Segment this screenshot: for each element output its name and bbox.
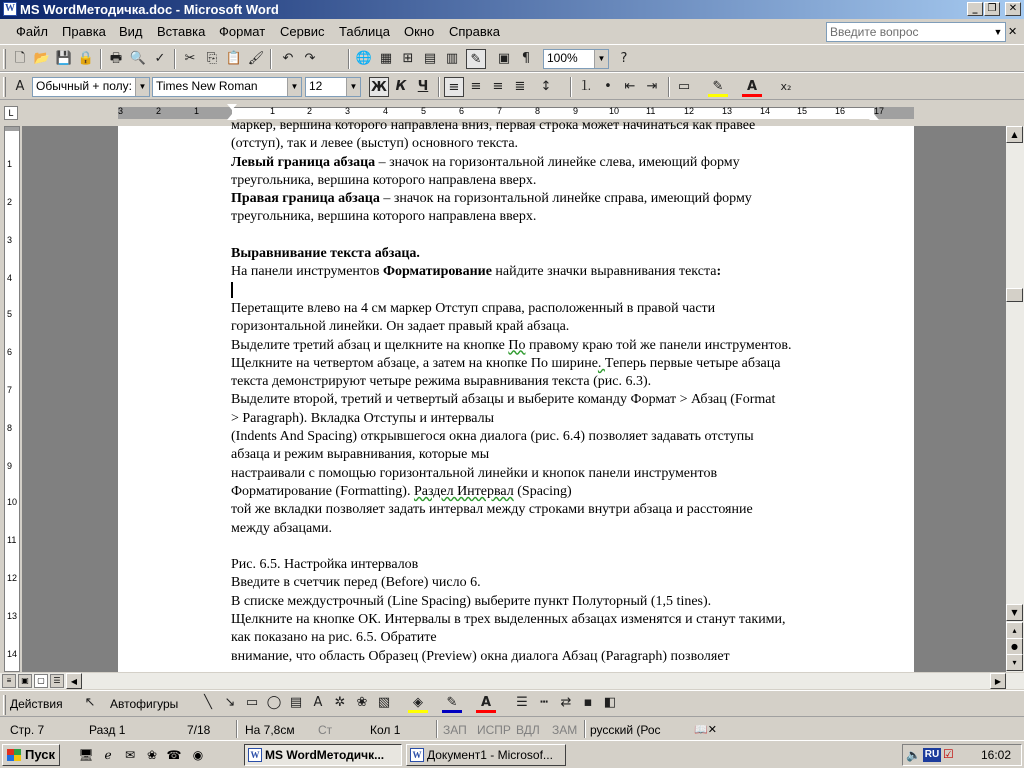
- document-line[interactable]: [231, 337, 881, 355]
- autoshapes-menu[interactable]: Автофигуры: [110, 697, 179, 711]
- chevron-down-icon[interactable]: ▼: [287, 78, 301, 96]
- document-line[interactable]: [231, 227, 881, 245]
- insert-picture-icon[interactable]: ▧: [377, 695, 391, 710]
- tab-selector-icon[interactable]: L: [4, 106, 18, 120]
- text-run: (Indents And Spacing) открывшегося окна диалога (рис. 6.4) позволяет задавать отступы: [231, 429, 754, 445]
- ruler-number: 9: [7, 461, 13, 471]
- line-icon[interactable]: ╲: [204, 695, 212, 710]
- maximize-button[interactable]: ❐: [984, 2, 1000, 16]
- status-position[interactable]: На 7,8см: [245, 723, 295, 737]
- document-page[interactable]: [118, 118, 914, 686]
- arrow-icon[interactable]: ↘: [224, 695, 236, 710]
- select-objects-icon[interactable]: ↖: [84, 695, 96, 710]
- status-column[interactable]: Кол 1: [370, 723, 401, 737]
- drawing-toolbar: [0, 690, 1024, 716]
- text-run: внимание, что область Образец (Preview) окна диалога Абзац (Paragraph) позволяет: [231, 648, 730, 664]
- tray-status-icon[interactable]: ☑: [943, 747, 954, 761]
- cut-icon[interactable]: ✂: [184, 51, 196, 66]
- word-doc-icon: W: [248, 748, 262, 762]
- ruler-number: 15: [797, 106, 808, 116]
- text-run: между абзацами.: [231, 520, 333, 536]
- ruler-number: 16: [835, 106, 846, 116]
- decrease-indent-icon[interactable]: ⇤: [624, 79, 636, 94]
- document-line[interactable]: [231, 446, 881, 464]
- scroll-right-icon[interactable]: ▶: [990, 673, 1006, 689]
- document-line[interactable]: [231, 373, 881, 391]
- text-run: Рис. 6.5. Настройка интервалов: [231, 557, 419, 573]
- draw-font-color-icon[interactable]: A: [476, 693, 496, 713]
- rectangle-icon[interactable]: ▭: [245, 695, 259, 710]
- document-line[interactable]: [231, 391, 881, 409]
- document-line[interactable]: [231, 245, 881, 263]
- save-icon[interactable]: 💾: [55, 51, 73, 66]
- status-line[interactable]: Ст: [318, 723, 333, 737]
- justify-icon[interactable]: ≣: [514, 79, 526, 94]
- vertical-ruler[interactable]: [4, 126, 20, 672]
- font-size-select[interactable]: [305, 77, 361, 97]
- web-layout-view-icon[interactable]: ▣: [18, 674, 32, 688]
- document-line[interactable]: [231, 300, 881, 318]
- document-line[interactable]: [231, 538, 881, 556]
- status-language[interactable]: русский (Рос: [590, 723, 661, 737]
- insert-table-icon[interactable]: ⊞: [402, 51, 414, 66]
- align-right-icon[interactable]: ≡: [492, 79, 504, 94]
- chevron-down-icon[interactable]: ▼: [346, 78, 360, 96]
- ruler-number: 1: [7, 159, 13, 169]
- font-value: Times New Roman: [156, 79, 258, 93]
- document-line[interactable]: [231, 648, 881, 666]
- zoom-value: 100%: [547, 51, 578, 65]
- horizontal-scrollbar[interactable]: [0, 672, 1024, 689]
- text-run: :: [716, 264, 722, 280]
- ruler-number: 3: [7, 235, 13, 245]
- text-run: > Paragraph). Вкладка Отступы и интервалы: [231, 410, 494, 426]
- text-run: На панели инструментов: [231, 264, 383, 280]
- ask-question-input[interactable]: Введите вопрос: [826, 22, 1006, 42]
- document-line[interactable]: [231, 190, 881, 208]
- text-run: Правая граница абзаца: [231, 191, 380, 207]
- toolbar-grip[interactable]: [3, 49, 6, 69]
- text-run: – значок на горизонтальной линейке справа, имеющий форму: [379, 191, 752, 207]
- scroll-thumb[interactable]: [1006, 288, 1023, 302]
- print-layout-view-icon[interactable]: ▢: [34, 674, 48, 688]
- word-app-icon[interactable]: W: [5, 3, 15, 14]
- formatting-toolbar: [0, 72, 1024, 100]
- chevron-down-icon[interactable]: ▼: [135, 78, 149, 96]
- document-line[interactable]: [231, 428, 881, 446]
- text-run: Введите в счетчик перед (Before) число 6.: [231, 575, 481, 591]
- draw-actions-menu[interactable]: Действия: [10, 697, 63, 711]
- menu-table[interactable]: Таблица: [339, 24, 390, 39]
- ruler-number: 8: [7, 423, 13, 433]
- ruler-number: 11: [646, 106, 656, 116]
- ruler-left-margin: [118, 107, 232, 119]
- oval-icon[interactable]: ◯: [266, 695, 282, 710]
- toolbar-separator: [100, 49, 102, 69]
- document-line[interactable]: [231, 355, 881, 373]
- status-pages[interactable]: 7/18: [187, 723, 211, 737]
- document-line[interactable]: [231, 410, 881, 428]
- document-line[interactable]: [231, 282, 881, 300]
- ruler-number: 13: [722, 106, 733, 116]
- show-hide-icon[interactable]: ¶: [521, 51, 531, 66]
- text-run: – значок на горизонтальной линейке слева, имеющий форму: [375, 154, 740, 170]
- status-trk[interactable]: ИСПР: [477, 723, 511, 737]
- toolbar-grip[interactable]: [3, 695, 6, 715]
- document-line[interactable]: [231, 135, 881, 153]
- line-spacing-icon[interactable]: ↕: [540, 79, 552, 94]
- text-run: .: [597, 355, 605, 371]
- zoom-select[interactable]: [543, 49, 609, 69]
- internet-explorer-icon[interactable]: ℯ: [104, 748, 112, 762]
- ruler-number: 12: [7, 573, 18, 583]
- next-page-icon[interactable]: ▾: [1006, 654, 1023, 671]
- ruler-number: 10: [609, 106, 620, 116]
- show-desktop-icon[interactable]: 🖥: [78, 748, 94, 762]
- taskbar-item-document1[interactable]: [406, 744, 566, 766]
- shadow-style-icon[interactable]: ▪: [583, 695, 593, 710]
- copy-icon[interactable]: ⎘: [206, 51, 218, 66]
- quick-launch-icon[interactable]: ❀: [146, 748, 158, 762]
- menu-view[interactable]: Вид: [119, 24, 143, 39]
- print-preview-icon[interactable]: 🔍: [129, 51, 147, 66]
- undo-icon[interactable]: ↶: [282, 51, 294, 66]
- document-line[interactable]: [231, 611, 881, 629]
- document-line[interactable]: [231, 263, 881, 281]
- toolbar-separator: [270, 49, 272, 69]
- text-run: маркер, вершина которого направлена вниз, первая строка может начинаться как правее: [231, 118, 756, 133]
- document-line[interactable]: [231, 574, 881, 592]
- text-box-icon[interactable]: ▤: [289, 695, 303, 710]
- bullets-icon[interactable]: •: [604, 79, 612, 94]
- text-run: найдите значки выравнивания текста: [491, 264, 717, 280]
- scroll-left-icon[interactable]: ◀: [66, 673, 82, 689]
- status-bar: [0, 716, 1024, 740]
- ruler-number: 6: [459, 106, 465, 116]
- ruler-number: 3: [345, 106, 351, 116]
- text-run: как показано на рис. 6.5. Обратите: [231, 630, 437, 646]
- text-run: (отступ), так и левее (выступ) основного текста.: [231, 136, 519, 152]
- status-ovr[interactable]: ЗАМ: [552, 723, 578, 737]
- document-line[interactable]: [231, 593, 881, 611]
- document-line[interactable]: [231, 520, 881, 538]
- document-line[interactable]: [231, 629, 881, 647]
- text-run: Теперь первые четыре абзаца: [604, 355, 781, 371]
- toolbar-separator: [668, 77, 670, 97]
- status-ext[interactable]: ВДЛ: [516, 723, 540, 737]
- ruler-number: 8: [535, 106, 541, 116]
- outlook-icon[interactable]: ✉: [124, 748, 136, 762]
- text-run: Левый граница абзаца: [231, 154, 376, 170]
- text-run: текста демонстрируют четыре режима выравнивания текста (рис. 6.3).: [231, 374, 652, 390]
- document-line[interactable]: [231, 208, 881, 226]
- start-button[interactable]: [2, 744, 60, 766]
- clip-art-icon[interactable]: ❀: [356, 695, 368, 710]
- ruler-top-margin: [5, 127, 19, 131]
- text-run: По: [508, 337, 526, 353]
- open-icon[interactable]: 📂: [33, 51, 51, 66]
- insert-excel-icon[interactable]: ▤: [423, 51, 437, 66]
- windows-logo-icon: [7, 749, 21, 761]
- ruler-number: 7: [7, 385, 13, 395]
- ruler-number: 5: [7, 309, 13, 319]
- bold-button[interactable]: Ж: [369, 77, 389, 97]
- minimize-button[interactable]: _: [967, 2, 983, 16]
- ruler-number: 9: [573, 106, 579, 116]
- text-run: Щелкните на четвертом абзаце, а затем на кнопке По ширине: [231, 355, 598, 371]
- text-run: той же вкладки позволяет задать интервал между строками внутри абзаца и расстояние: [231, 502, 753, 518]
- text-run: Выделите третий абзац и щелкните на кнопке: [231, 337, 509, 353]
- text-run: Щелкните на кнопке ОК. Интервалы в трех выделенных абзацах изменятся и станут такими,: [231, 612, 786, 628]
- ruler-number: 3: [118, 106, 124, 116]
- document-line[interactable]: [231, 483, 881, 501]
- text-run: Выравнивание текста абзаца.: [231, 246, 420, 262]
- drawing-icon[interactable]: ✎: [466, 49, 486, 69]
- spelling-status-icon[interactable]: 📖✕: [694, 724, 717, 736]
- dash-style-icon[interactable]: ┅: [540, 695, 548, 710]
- document-text[interactable]: [231, 117, 881, 666]
- taskbar-item-word-doc[interactable]: [244, 744, 402, 766]
- system-tray: [902, 744, 1022, 766]
- arrow-style-icon[interactable]: ⇄: [560, 695, 572, 710]
- ruler-number: 14: [760, 106, 771, 116]
- taskbar: [0, 740, 1024, 768]
- word-doc-icon: W: [410, 748, 424, 762]
- fill-color-icon[interactable]: ◈: [408, 693, 428, 713]
- text-run: Форматирование: [382, 264, 492, 280]
- align-left-icon[interactable]: ≡: [444, 77, 464, 97]
- tables-borders-icon[interactable]: ▦: [379, 51, 393, 66]
- font-size-value: 12: [309, 79, 323, 93]
- line-style-icon[interactable]: ☰: [516, 695, 528, 710]
- text-run: правому краю той же панели инструментов.: [525, 337, 792, 353]
- window-title: MS WordМетодичка.doc - Microsoft Word: [20, 2, 279, 17]
- doc-close-icon[interactable]: ✕: [1008, 25, 1018, 38]
- underline-button[interactable]: Ч: [417, 79, 429, 94]
- ruler-number: 1: [270, 106, 276, 116]
- normal-view-icon[interactable]: ≡: [2, 674, 16, 688]
- font-select[interactable]: [152, 77, 302, 97]
- text-run: (Spacing): [513, 483, 572, 499]
- ruler-number: 5: [421, 106, 427, 116]
- format-painter-icon[interactable]: 🖌: [247, 51, 265, 66]
- text-run: Форматирование (Formatting).: [231, 483, 414, 499]
- toolbar-grip[interactable]: [3, 77, 6, 97]
- subscript-icon[interactable]: x₂: [780, 80, 792, 93]
- ruler-number: 12: [684, 106, 695, 116]
- document-map-icon[interactable]: ▣: [497, 51, 511, 66]
- title-bar[interactable]: [0, 0, 1024, 19]
- toolbar-separator: [174, 49, 176, 69]
- text-run: абзаца и режим выравнивания, которые мы: [231, 447, 490, 463]
- text-run: Выделите второй, третий и четвертый абзацы и выберите команду Формат > Абзац (Format: [231, 392, 776, 408]
- vertical-scrollbar[interactable]: [1006, 126, 1024, 672]
- menu-tools[interactable]: Сервис: [280, 24, 325, 39]
- print-icon[interactable]: 🖶: [109, 51, 123, 66]
- ruler-number: 13: [7, 611, 18, 621]
- status-separator: [436, 720, 438, 738]
- italic-button[interactable]: К: [395, 79, 407, 94]
- quick-launch-icon[interactable]: ◉: [192, 748, 204, 762]
- help-icon[interactable]: ?: [620, 51, 628, 66]
- status-page[interactable]: Стр. 7: [10, 723, 45, 737]
- first-line-indent-marker[interactable]: [227, 104, 237, 110]
- style-select[interactable]: [32, 77, 150, 97]
- highlight-icon[interactable]: ✎: [708, 77, 728, 97]
- text-run: горизонтальной линейки. Он задает правый край абзаца.: [231, 319, 570, 335]
- outline-view-icon[interactable]: ☰: [50, 674, 64, 688]
- start-label: Пуск: [25, 747, 55, 762]
- ruler-number: 6: [7, 347, 13, 357]
- columns-icon[interactable]: ▥: [445, 51, 459, 66]
- ask-dropdown-icon[interactable]: ▼: [993, 27, 1003, 37]
- borders-icon[interactable]: ▭: [677, 79, 691, 94]
- diagram-icon[interactable]: ✲: [334, 695, 346, 710]
- ruler-number: 2: [307, 106, 313, 116]
- increase-indent-icon[interactable]: ⇥: [646, 79, 658, 94]
- wordart-icon[interactable]: A: [313, 695, 323, 710]
- menu-file[interactable]: Файл: [16, 24, 48, 39]
- ruler-number: 10: [7, 497, 18, 507]
- menu-help[interactable]: Справка: [449, 24, 500, 39]
- toolbar-separator: [570, 77, 572, 97]
- status-separator: [236, 720, 238, 738]
- text-run: настраивали с помощью горизонтальной линейки и кнопок панели инструментов: [231, 465, 718, 481]
- text-run: Перетащите влево на 4 см маркер Отступ справа, расположенный в правой части: [231, 300, 716, 316]
- close-button[interactable]: ✕: [1005, 2, 1021, 16]
- text-run: Раздел Интервал: [413, 483, 514, 499]
- document-line[interactable]: [231, 465, 881, 483]
- ruler-number: 2: [7, 197, 13, 207]
- language-indicator[interactable]: RU: [924, 749, 940, 760]
- styles-pane-icon[interactable]: A: [15, 79, 25, 94]
- document-line[interactable]: [231, 501, 881, 519]
- spelling-icon[interactable]: ✓: [154, 51, 166, 66]
- redo-icon[interactable]: ↷: [304, 51, 316, 66]
- ruler-number: 4: [7, 273, 13, 283]
- document-line[interactable]: [231, 318, 881, 336]
- scroll-down-icon[interactable]: ▼: [1006, 604, 1023, 621]
- ruler-number: 2: [156, 106, 162, 116]
- document-line[interactable]: [231, 556, 881, 574]
- ruler-number: 11: [7, 535, 17, 545]
- status-section[interactable]: Разд 1: [89, 723, 126, 737]
- taskbar-item-label: Документ1 - Microsof...: [427, 748, 553, 762]
- text-run: треугольника, вершина которого направлена вверх.: [231, 209, 537, 225]
- ruler-number: 1: [194, 106, 200, 116]
- document-line[interactable]: [231, 117, 881, 135]
- ruler-number: 4: [383, 106, 389, 116]
- permission-icon[interactable]: 🔒: [77, 51, 95, 66]
- document-line[interactable]: [231, 154, 881, 172]
- status-separator: [584, 720, 586, 738]
- menu-edit[interactable]: Правка: [62, 24, 106, 39]
- clock: 16:02: [980, 748, 1011, 762]
- ruler-number: 14: [7, 649, 18, 659]
- numbering-icon[interactable]: ⒈: [579, 79, 593, 94]
- paste-icon[interactable]: 📋: [225, 51, 243, 66]
- standard-toolbar: [0, 44, 1024, 72]
- ruler-number: 17: [874, 106, 885, 116]
- volume-icon[interactable]: 🔈: [906, 748, 921, 762]
- line-color-icon[interactable]: ✎: [442, 693, 462, 713]
- chevron-down-icon[interactable]: ▼: [594, 50, 608, 68]
- 3d-style-icon[interactable]: ◧: [603, 695, 617, 710]
- menu-insert[interactable]: Вставка: [157, 24, 206, 39]
- text-run: В списке междустрочный (Line Spacing) выберите пункт Полуторный (1,5 tines).: [231, 593, 712, 609]
- taskbar-item-label: MS WordМетодичк...: [265, 748, 385, 762]
- ruler-number: 7: [497, 106, 503, 116]
- document-area[interactable]: [22, 118, 1006, 672]
- font-color-icon[interactable]: A: [742, 77, 762, 97]
- menu-format[interactable]: Формат: [219, 24, 266, 39]
- toolbar-separator: [348, 49, 350, 69]
- menu-window[interactable]: Окно: [404, 24, 435, 39]
- toolbar-separator: [438, 77, 440, 97]
- hyperlink-icon[interactable]: 🌐: [355, 51, 373, 66]
- align-center-icon[interactable]: ≡: [470, 79, 482, 94]
- quick-launch-icon[interactable]: ☎: [166, 748, 182, 762]
- status-rec[interactable]: ЗАП: [443, 723, 467, 737]
- style-value: Обычный + полу:: [36, 79, 132, 93]
- text-cursor: [231, 282, 233, 298]
- scroll-up-icon[interactable]: ▲: [1006, 126, 1023, 143]
- new-document-icon[interactable]: 🗋: [14, 51, 26, 66]
- text-run: треугольника, вершина которого направлена вверх.: [231, 172, 537, 188]
- previous-page-icon[interactable]: ▴: [1006, 622, 1023, 639]
- select-browse-object-icon[interactable]: ●: [1006, 638, 1023, 655]
- document-line[interactable]: [231, 172, 881, 190]
